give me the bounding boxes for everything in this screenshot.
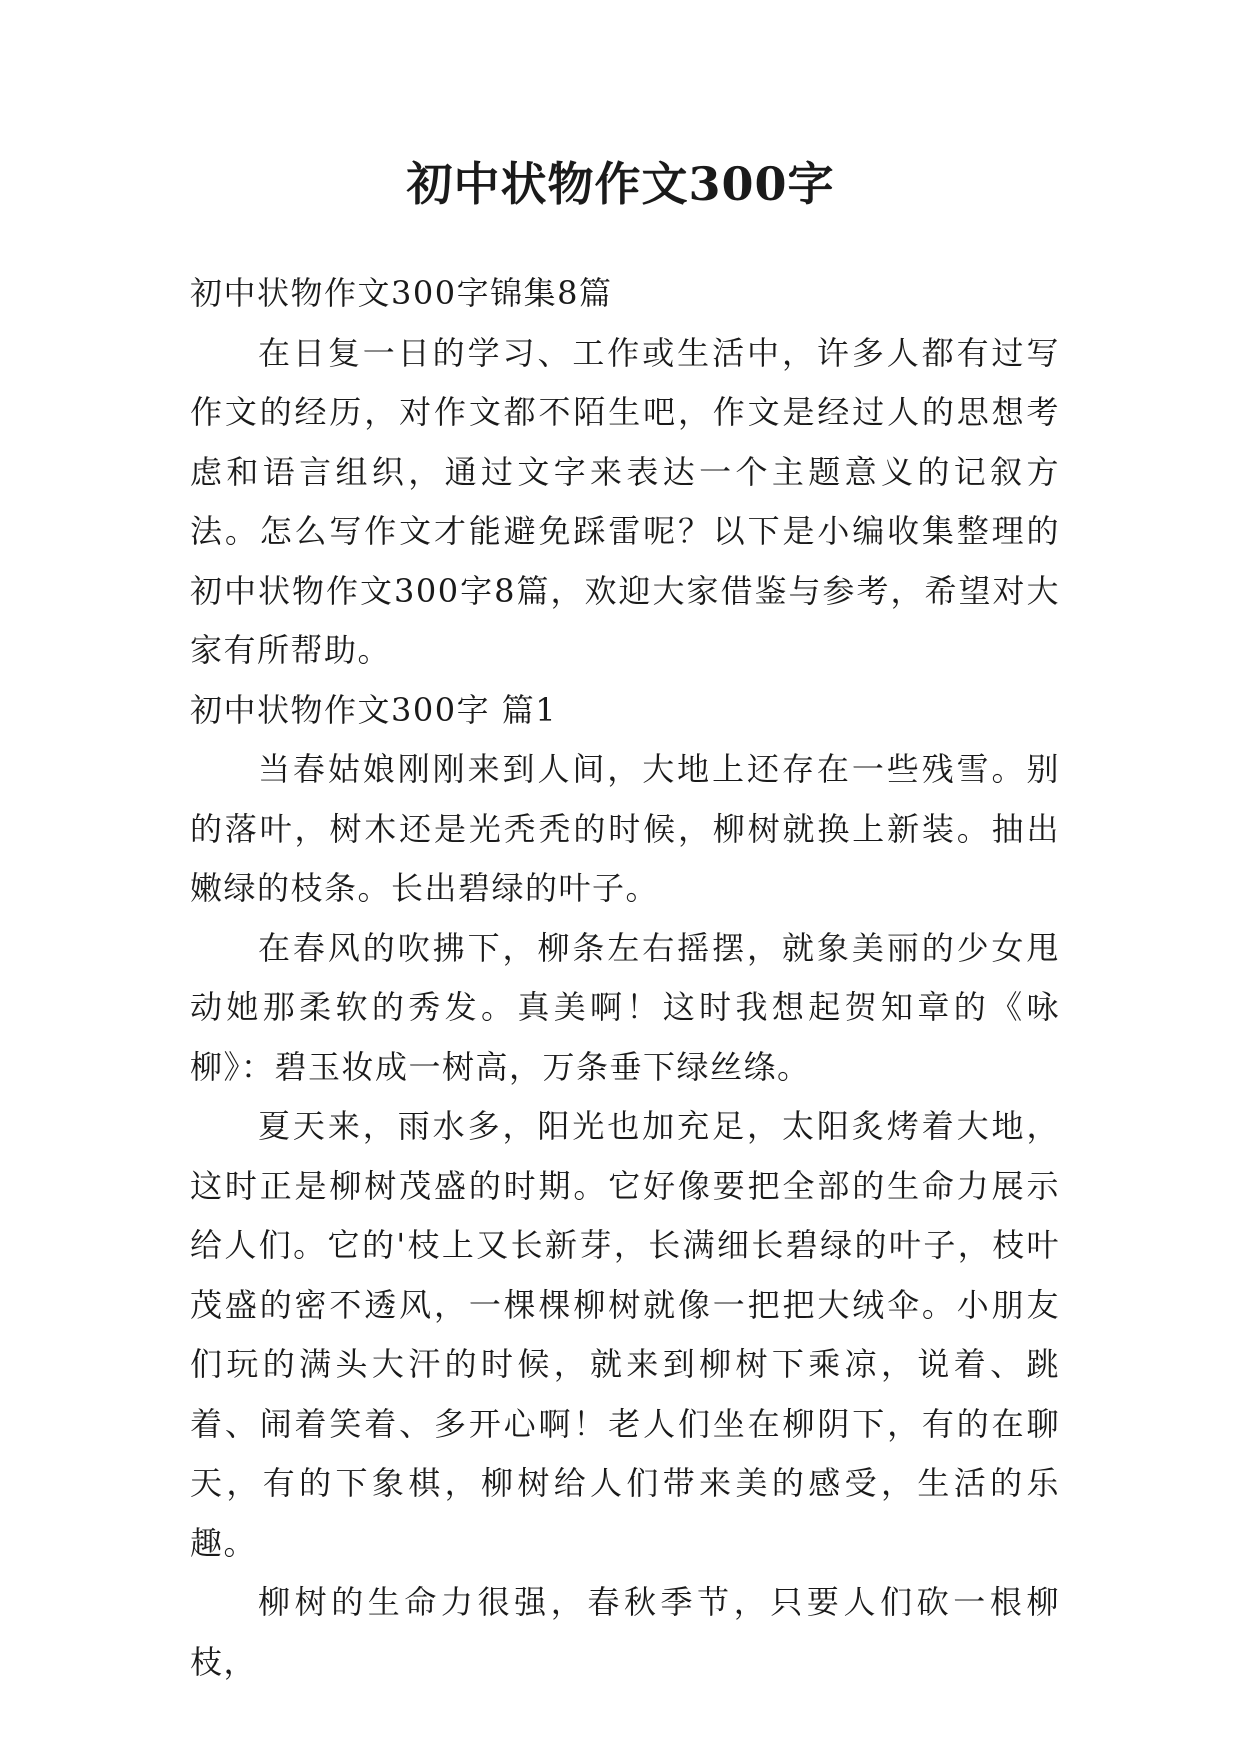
body-paragraph: 夏天来，雨水多，阳光也加充足，太阳炙烤着大地，这时正是柳树茂盛的时期。它好像要把全部的生命力展示给人们。它的'枝上又长新芽，长满细长碧绿的叶子，枝叶茂盛的密不透风，一棵棵柳树就像一把把大绒伞。小朋友们玩的满头大汗的时候，就来到柳树下乘凉，说着、跳着、闹着笑着、多开心啊！老人们坐在柳阴下，有的在聊天，有的下象棋，柳树给人们带来美的感受，生活的乐趣。 xyxy=(190,1107,1060,1562)
collection-subtitle: 初中状物作文300字锦集8篇 xyxy=(190,274,613,312)
document-body xyxy=(190,264,1060,1692)
body-paragraph: 在春风的吹拂下，柳条左右摇摆，就象美丽的少女甩动她那柔软的秀发。真美啊！这时我想起贺知章的《咏柳》：碧玉妆成一树高，万条垂下绿丝绦。 xyxy=(190,928,1060,1086)
document-title: 初中状物作文300字 xyxy=(406,157,835,211)
body-paragraph: 当春姑娘刚刚来到人间，大地上还存在一些残雪。别的落叶，树木还是光秃秃的时候，柳树就换上新装。抽出嫩绿的枝条。长出碧绿的叶子。 xyxy=(190,750,1060,907)
intro-paragraph: 在日复一日的学习、工作或生活中，许多人都有过写作文的经历，对作文都不陌生吧，作文是经过人的思想考虑和语言组织，通过文字来表达一个主题意义的记叙方法。怎么写作文才能避免踩雷呢？以下是小编收集整理的初中状物作文300字8篇，欢迎大家借鉴与参考，希望对大家有所帮助。 xyxy=(190,333,1060,669)
body-paragraph: 柳树的生命力很强，春秋季节，只要人们砍一根柳枝， xyxy=(190,1583,1060,1681)
section-heading: 初中状物作文300字 篇1 xyxy=(190,690,558,729)
